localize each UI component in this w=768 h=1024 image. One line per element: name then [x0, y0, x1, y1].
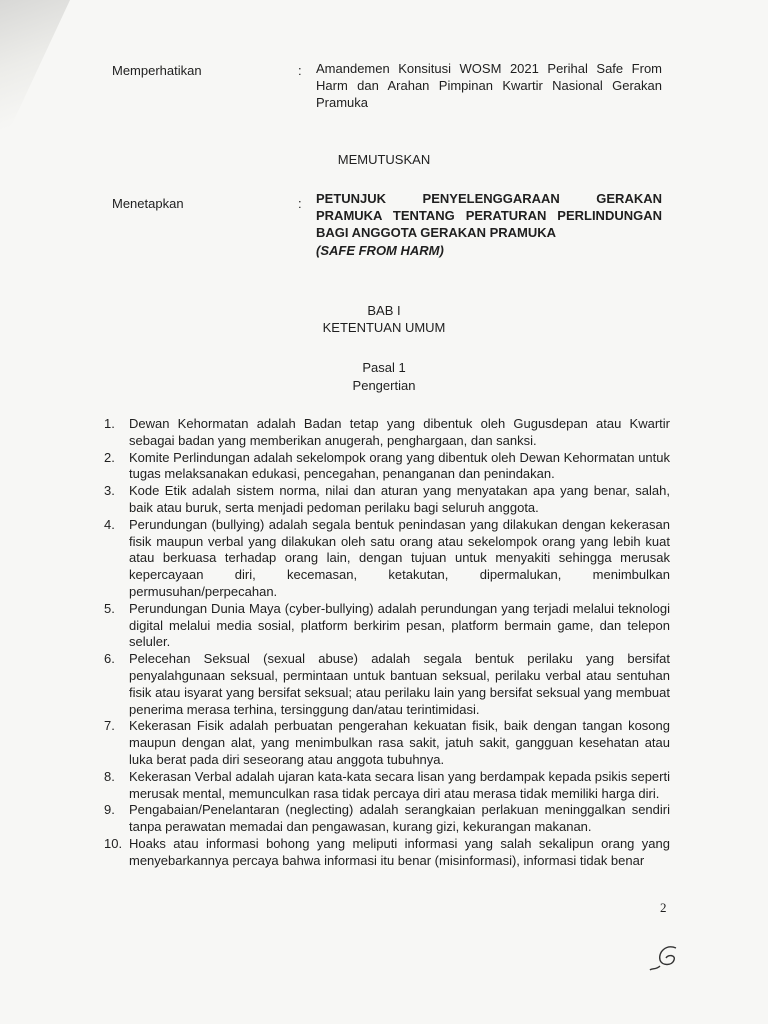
pasal-number: Pasal 1 — [362, 360, 406, 375]
page-corner-fold — [0, 0, 70, 150]
definition-text: Perundungan Dunia Maya (cyber-bullying) adalah perundungan yang terjadi melalui teknologi digital melalui media sosial, platform berkirim pesan, platform bermain game, dan telepon seluler. — [129, 600, 670, 650]
definition-number: 8. — [104, 768, 115, 784]
menetapkan-value-italic: (SAFE FROM HARM) — [316, 243, 444, 258]
definition-number: 6. — [104, 651, 115, 667]
definition-item — [104, 450, 670, 484]
definition-text: Pelecehan Seksual (sexual abuse) adalah segala bentuk perilaku yang bersifat penyalahgunaan seksual, permintaan untuk bantuan seksual, perilaku verbal atau sentuhan fisik atau isyarat yang bersifat seksual; atau perilaku lain yang bersifat seksual yang membuat penerima merasa terhina, tersinggung dan/atau terintimidasi. — [129, 651, 670, 717]
definition-item — [104, 651, 670, 718]
bab-title: KETENTUAN UMUM — [322, 320, 446, 335]
definition-number: 10. — [104, 835, 123, 851]
bab-number: BAB I — [367, 303, 401, 318]
definition-number: 3. — [104, 483, 115, 499]
definitions-list — [104, 416, 670, 870]
definition-item — [104, 802, 670, 836]
definition-number: 2. — [104, 449, 115, 465]
definition-number: 7. — [104, 718, 115, 734]
definition-number: 4. — [104, 516, 115, 532]
definition-text: Pengabaian/Penelantaran (neglecting) adalah serangkaian perlakuan meninggalkan sendiri tanpa perawatan memadai dan pengawasan, kurang gizi, kekurangan makanan. — [129, 802, 670, 835]
definition-number: 1. — [104, 416, 115, 431]
paraf-signature-icon — [646, 942, 686, 976]
definition-number: 9. — [104, 802, 115, 818]
menetapkan-label: Menetapkan — [112, 196, 184, 211]
definition-item — [104, 836, 670, 870]
memperhatikan-label: Memperhatikan — [112, 63, 202, 78]
definition-item — [104, 483, 670, 517]
definition-text: Dewan Kehormatan adalah Badan tetap yang dibentuk oleh Gugusdepan atau Kwartir sebagai badan yang memberikan anugerah, penghargaan, dan sanksi. — [129, 416, 670, 448]
memutuskan-heading: MEMUTUSKAN — [337, 152, 431, 167]
memperhatikan-value: Amandemen Konsitusi WOSM 2021 Perihal Safe From Harm dan Arahan Pimpinan Kwartir Nasional Gerakan Pramuka — [316, 61, 662, 110]
definition-text: Kode Etik adalah sistem norma, nilai dan aturan yang menyatakan apa yang benar, salah, baik atau buruk, serta menjadi pedoman perilaku bagi seluruh anggota. — [129, 483, 670, 515]
definition-item — [104, 601, 670, 651]
pasal-title: Pengertian — [352, 378, 416, 393]
definition-text: Kekerasan Fisik adalah perbuatan pengerahan kekuatan fisik, baik dengan tangan kosong maupun dengan alat, yang menimbulkan rasa sakit, jatuh sakit, gangguan kesehatan atau luka berat pada diri seseorang atau anggota tubuhnya. — [129, 718, 670, 767]
definition-number: 5. — [104, 600, 115, 616]
definition-item — [104, 718, 670, 768]
definition-text: Komite Perlindungan adalah sekelompok orang yang dibentuk oleh Dewan Kehormatan untuk tugas melaksanakan edukasi, pencegahan, penanganan dan penindakan. — [129, 449, 670, 482]
definition-item — [104, 769, 670, 803]
page-number: 2 — [660, 900, 667, 915]
definition-text: Hoaks atau informasi bohong yang meliputi informasi yang salah sekalipun orang yang menyebarkannya percaya bahwa informasi itu benar (misinformasi), informasi tidak benar — [129, 835, 670, 868]
menetapkan-value: PETUNJUK PENYELENGGARAAN GERAKAN PRAMUKA TENTANG PERATURAN PERLINDUNGAN BAGI ANGGOTA GERAKAN PRAMUKA — [316, 191, 662, 240]
definition-text: Perundungan (bullying) adalah segala bentuk penindasan yang dilakukan dengan kekerasan fisik maupun verbal yang dilakukan oleh satu orang atau sekelompok orang yang lebih kuat atau berkuasa terhadap orang lain, dengan tujuan untuk menyakiti sehingga merusak kepercayaan diri, kecemasan, ketakutan, dipermalukan, menimbulkan permusuhan/perpecahan. — [129, 516, 670, 599]
definition-item — [104, 517, 670, 601]
menetapkan-colon: : — [298, 196, 302, 211]
definition-text: Kekerasan Verbal adalah ujaran kata-kata secara lisan yang berdampak kepada psikis seperti merusak mental, memunculkan rasa tidak percaya diri atau merasa tidak memiliki harga diri. — [129, 768, 670, 801]
definition-item — [104, 416, 670, 450]
memperhatikan-colon: : — [298, 63, 302, 78]
